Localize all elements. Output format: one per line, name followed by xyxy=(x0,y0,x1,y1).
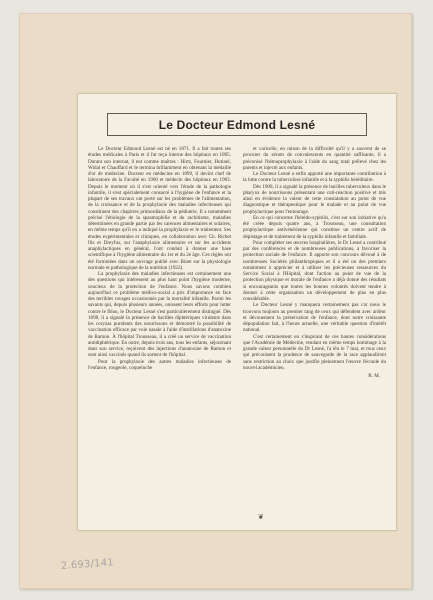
paragraph: Dès 1908, il a signalé la présence de bacilles tuberculeux dans le pharynx de nourrissons présentant une cuti-réaction positive et mis ainsi en évidence la valeur de cette constatation au point de vue diagnostique et thérapeutique pour le malade et au point de vue prophylactique pour l'entourage. xyxy=(243,183,386,215)
paragraph: et varicelle, en raison de la difficulté qu'il y a souvent de se procurer du sérum de convalescents en quantité suffisante, il a préconisé l'hémoprophylaxie à l'aide du sang total prélevé chez les parents et injecté aux enfants. xyxy=(243,146,386,171)
mount-card xyxy=(19,13,412,589)
ornament-icon: ❦ xyxy=(258,513,264,521)
paragraph: Le Docteur Lesné a enfin apporté une importante contribution à la lutte contre la tuberculose infantile et à la syphilis héréditaire. xyxy=(243,171,386,184)
author-signature: R. M. xyxy=(368,373,380,379)
right-column xyxy=(243,146,386,508)
paragraph: En ce qui concerne l'hérédo-syphilis, c'est sur son initiative qu'a été créée depuis quatre ans, à Trousseau, une consultation prophylactique antivénérienne qui constitue un centre actif de dépistage et de traitement de la syphilis infantile et familiale. xyxy=(243,214,386,240)
paragraph: Le Docteur Edmond Lesné est né en 1871. Il a fait toutes ses études médicales à Paris et il fut reçu interne des hôpitaux en 1895. Durant son internat, il eut comme maîtres : Hirtz, Fournier, Hutinel, Widal et Chauffard et le termina brillamment en obtenant la médaille d'or de médecine. Docteur en médecine en 1899, il devint chef de laboratoire de la Faculté en 1900 et médecin des hôpitaux en 1903. Depuis le moment où il s'est orienté vers l'étude de la pathologie infantile, il s'est spécialement consacré à l'hygiène de l'enfance et la plupart de ses travaux ont porté sur les problèmes de l'alimentation, de la croissance et de la prophylaxie des maladies infectieuses qui constituent des chapitres primordiaux de la pédiatrie. Il a notamment précisé l'étiologie de la spasmophilie et du rachitisme, maladies déterminées en grande partie par les carences alimentaires et solaires, en même temps qu'il en a indiqué la prophylaxie et le traitement. Ses études expérimentales et cliniques, en collaboration avec Ch. Richet fils et Dreyfus, sur l'anaphylaxie alimentaire et sur les accidents anaphylactiques en général, l'ont conduit à donner une base scientifique à l'hygiène alimentaire du 1er et du 2e âge. Ces règles ont été formulées dans un ouvrage publié avec Binet sur la physiologie normale et pathologique de la nutrition (1922). xyxy=(88,146,231,271)
paragraph: Pour compléter ses œuvres hospitalières, le Dr Lesné a contribué par des conférences et de nombreuses publications, à favoriser la protection sociale de l'enfance. Il apporte son concours dévoué à de nombreuses Sociétés philanthropiques et il a été un des premiers notamment à apprécier et à utiliser les précieuses ressources du Service Social à l'Hôpital, dont l'action au point de vue de la protection physique et morale de l'enfance a déjà donné des résultats si encourageants que toutes les bonnes volontés doivent tendre à donner à cette organisation un développement de plus en plus considérable. xyxy=(243,239,386,302)
paragraph: Le Docteur Lesné y manquera certainement pas car nous le trouvons toujours au premier rang de ceux qui défendent avec ardeur et dévouement la préservation de l'enfance, dont notre croissante dépopulation fait, à l'heure actuelle, une véritable question d'intérêt national. xyxy=(243,302,386,334)
archive-reference: 2.693/141 xyxy=(60,557,115,572)
paragraph: Pour la prophylaxie des autres maladies infectieuses de l'enfance, rougeole, coqueluche xyxy=(88,358,231,371)
paragraph: La prophylaxie des maladies infectieuses est certainement une des questions qui intéressent au plus haut point l'hygiène moderne, soucieux de la protection de l'enfance. Nous savons combien aujourd'hui ce problème médico-social a pris d'importance en face des terribles ravages occasionnés par la mortalité infantile. Parmi les savants qui, depuis plusieurs années, unissent leurs efforts pour lutter contre le fléau, le Docteur Lesné s'est particulièrement distingué. Dès 1898, il a signalé la présence de bacilles diphtériques virulents dans les coryzas purulents des nourrissons et démontré la possibilité de vaccination efficace par voie nasale à l'aide d'instillations d'anatoxine de Ramon. À l'hôpital Trousseau, il a créé un service de vaccination antidiphtérique. En outre, depuis trois ans, tous les enfants, séjournant dans son service, reçoivent des injections d'anatoxine de Ramon et sont ainsi vaccinés quand ils sortent de l'hôpital. xyxy=(88,271,231,359)
paragraph: C'est certainement en s'inspirant de ces hautes considérations que l'Académie de Médecine, rendant en même temps hommage à la grande valeur personnelle du Dr Lesné, l'a élu le 7 mai, et tous ceux qui préconisent la prudence de sauvegarde de la race applaudiront sans restriction au choix que justifie pleinement l'œuvre féconde du nouvel académicien. xyxy=(243,333,386,371)
title-frame xyxy=(107,113,367,136)
left-column xyxy=(88,146,231,508)
article-body xyxy=(88,146,386,508)
article-title: Le Docteur Edmond Lesné xyxy=(158,117,316,132)
article-clipping xyxy=(77,93,397,531)
